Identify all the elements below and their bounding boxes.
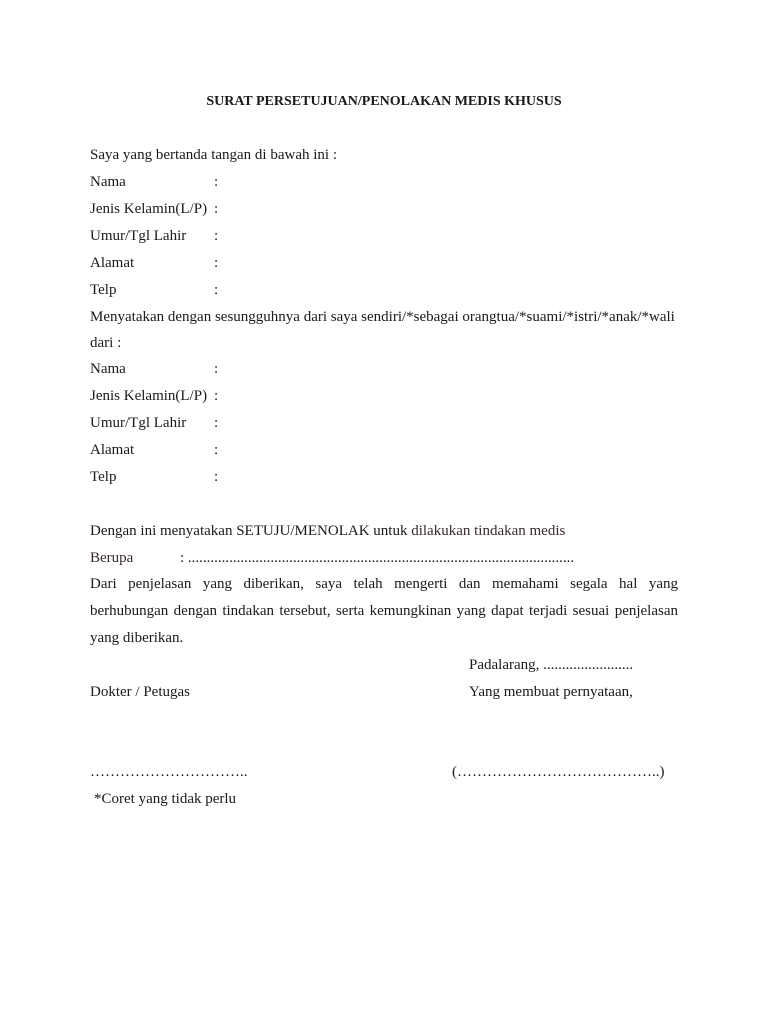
explanation-line-2: berhubungan dengan tindakan tersebut, serta kemungkinan yang dapat terjadi sesuai penjelasan — [90, 603, 678, 619]
field-separator: : — [214, 228, 219, 244]
field-label: Alamat — [90, 255, 135, 271]
field-separator: : — [214, 255, 219, 271]
field-label: Jenis Kelamin(L/P) — [90, 201, 208, 217]
field-label: Telp — [90, 469, 117, 485]
document-title: SURAT PERSETUJUAN/PENOLAKAN MEDIS KHUSUS — [206, 94, 562, 109]
declaration-line-1: Menyatakan dengan sesungguhnya dari saya sendiri/*sebagai orangtua/*suami/*istri/*anak/*wali — [90, 309, 675, 325]
field-row-gender-1 — [90, 200, 218, 218]
field-row-address-2 — [90, 441, 218, 459]
field-row-nama-1 — [90, 173, 218, 191]
field-row-nama-2 — [90, 360, 218, 378]
field-label: Umur/Tgl Lahir — [90, 228, 187, 244]
declarant-signature-line: (…………………………………..) — [452, 764, 665, 780]
field-label: Umur/Tgl Lahir — [90, 415, 187, 431]
field-label: Jenis Kelamin(L/P) — [90, 388, 208, 404]
declaration-line-2: dari : — [90, 335, 122, 351]
statement-suffix: dilakukan tindakan medis — [411, 523, 566, 539]
field-label: Alamat — [90, 442, 135, 458]
footnote: *Coret yang tidak perlu — [94, 791, 237, 807]
field-row-birth-1 — [90, 227, 218, 245]
doctor-signature-line: ………………………….. — [90, 764, 248, 780]
field-separator: : — [214, 361, 219, 377]
field-separator: : — [214, 415, 219, 431]
field-separator: : — [214, 174, 219, 190]
field-separator: : — [214, 469, 219, 485]
field-label: Telp — [90, 282, 117, 298]
field-separator: : — [214, 442, 219, 458]
statement-prefix: Dengan ini menyatakan SETUJU/MENOLAK untuk — [90, 523, 412, 539]
field-row-phone-2 — [90, 468, 218, 486]
berupa-label: Berupa — [90, 550, 134, 566]
field-separator: : — [214, 388, 219, 404]
field-label: Nama — [90, 361, 126, 377]
statement-line — [90, 522, 565, 540]
field-separator: : — [214, 282, 219, 298]
field-row-address-1 — [90, 254, 218, 272]
place-date: Padalarang, ........................ — [469, 657, 634, 673]
intro-text: Saya yang bertanda tangan di bawah ini : — [90, 147, 338, 163]
explanation-line-1: Dari penjelasan yang diberikan, saya telah mengerti dan memahami segala hal yang — [90, 576, 678, 592]
field-row-gender-2 — [90, 387, 218, 405]
field-row-birth-2 — [90, 414, 218, 432]
declarant-label: Yang membuat pernyataan, — [469, 684, 633, 700]
doctor-label: Dokter / Petugas — [90, 684, 190, 700]
berupa-row — [90, 549, 574, 567]
field-label: Nama — [90, 174, 126, 190]
field-row-phone-1 — [90, 281, 218, 299]
field-separator: : — [214, 201, 219, 217]
explanation-line-3: yang diberikan. — [90, 630, 184, 646]
berupa-value: : ....................................................................................................... — [180, 550, 575, 566]
